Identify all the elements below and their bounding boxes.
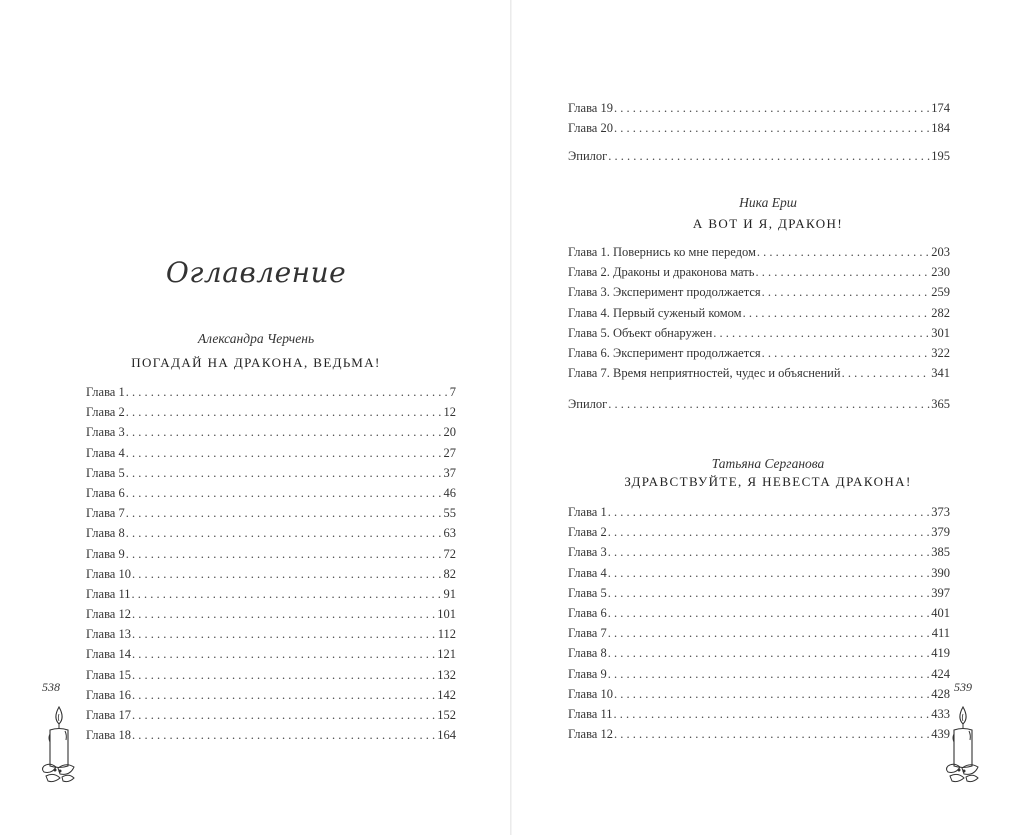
toc-list-continued [568, 101, 950, 141]
toc-entry-label: Глава 18 [86, 728, 131, 743]
dot-leader [132, 627, 437, 642]
toc-entry-page: 259 [931, 285, 950, 300]
toc-entry [86, 647, 456, 667]
toc-entry-label: Глава 14 [86, 647, 131, 662]
toc-entry [86, 728, 456, 748]
toc-entry [568, 121, 950, 141]
toc-entry-label: Глава 17 [86, 708, 131, 722]
dot-leader [132, 607, 436, 622]
toc-entry [568, 727, 950, 747]
dot-leader [126, 506, 443, 521]
toc-list [568, 245, 950, 386]
dot-leader [126, 466, 443, 481]
toc-entry-page: 20 [443, 425, 456, 440]
toc-entry-page: 439 [931, 727, 950, 742]
toc-entry [568, 667, 950, 687]
toc-entry-page: 390 [931, 565, 950, 580]
toc-entry-label: Глава 10 [568, 686, 613, 701]
toc-entry [568, 346, 950, 366]
dot-leader [713, 326, 930, 341]
toc-entry-page: 424 [931, 666, 950, 681]
toc-entry-label: Глава 6 [568, 605, 607, 620]
toc-entry [86, 587, 456, 607]
toc-entry [86, 486, 456, 506]
toc-entry-label: Глава 12 [86, 607, 131, 622]
dot-leader [842, 366, 931, 381]
toc-entry [86, 506, 456, 526]
toc-entry [568, 149, 950, 169]
dot-leader [132, 587, 443, 602]
toc-entry-label: Глава 4. Первый суженый комом [568, 305, 742, 320]
toc-entry-page: 174 [931, 101, 950, 115]
toc-entry-page: 322 [931, 345, 950, 360]
dot-leader [126, 486, 443, 501]
section-title: А ВОТ И Я, ДРАКОН! [692, 216, 844, 231]
toc-entry-page: 63 [443, 526, 456, 541]
toc-entry [86, 405, 456, 425]
section-author: Александра Черчень [197, 331, 315, 346]
toc-entry-label: Эпилог [568, 149, 608, 163]
toc-entry [568, 397, 950, 417]
toc-entry [86, 668, 456, 688]
dot-leader [762, 346, 931, 361]
toc-entry-page: 385 [931, 545, 950, 560]
toc-entry-page: 27 [443, 445, 456, 460]
toc-entry [568, 525, 950, 545]
dot-leader [608, 505, 931, 520]
toc-entry-page: 397 [931, 585, 950, 600]
toc-entry-label: Глава 4 [86, 445, 125, 460]
dot-leader [614, 707, 931, 722]
toc-entry [86, 425, 456, 445]
toc-entry-page: 301 [931, 325, 950, 340]
section-title: ПОГАДАЙ НА ДРАКОНА, ВЕДЬМА! [131, 355, 381, 370]
toc-entry-label: Глава 2 [86, 405, 125, 420]
dot-leader [608, 586, 931, 601]
toc-entry-label: Глава 7 [86, 506, 125, 521]
dot-leader [132, 708, 436, 723]
dot-leader [608, 566, 931, 581]
dot-leader [743, 306, 931, 321]
dot-leader [757, 245, 930, 260]
toc-entry-label: Эпилог [568, 397, 608, 411]
toc-entry-label: Глава 3. Эксперимент продолжается [568, 285, 761, 300]
toc-entry-label: Глава 1 [86, 385, 125, 399]
toc-entry-page: 152 [437, 708, 456, 722]
toc-entry [86, 607, 456, 627]
dot-leader [614, 687, 930, 702]
toc-epilogue [568, 149, 950, 169]
toc-entry-label: Глава 4 [568, 565, 607, 580]
toc-entry-page: 7 [449, 385, 456, 399]
toc-entry-label: Глава 10 [86, 566, 131, 581]
dot-leader [608, 525, 931, 540]
toc-entry [86, 385, 456, 405]
toc-entry [568, 306, 950, 326]
toc-entry-page: 82 [443, 566, 456, 581]
toc-entry [568, 646, 950, 666]
toc-entry-label: Глава 6. Эксперимент продолжается [568, 345, 761, 360]
dot-leader [132, 688, 436, 703]
dot-leader [608, 667, 931, 682]
toc-entry-label: Глава 3 [568, 545, 607, 560]
toc-entry-label: Глава 12 [568, 727, 613, 742]
toc-entry-page: 195 [931, 149, 950, 163]
dot-leader [608, 606, 931, 621]
toc-entry [86, 627, 456, 647]
toc-entry-page: 365 [931, 397, 950, 411]
toc-entry-page: 37 [443, 465, 456, 480]
toc-entry-label: Глава 5 [568, 585, 607, 600]
candle-icon [38, 704, 80, 786]
toc-entry-label: Глава 7. Время неприятностей, чудес и объяснений [568, 366, 841, 381]
dot-leader [762, 285, 931, 300]
toc-entry-page: 121 [437, 647, 456, 662]
toc-entry [86, 688, 456, 708]
dot-leader [608, 149, 930, 164]
toc-list [568, 505, 950, 747]
toc-entry-label: Глава 8 [86, 526, 125, 541]
dot-leader [126, 547, 443, 562]
toc-entry-page: 373 [931, 505, 950, 519]
toc-entry [568, 265, 950, 285]
toc-entry-label: Глава 13 [86, 627, 131, 642]
section-title: ЗДРАВСТВУЙТЕ, Я НЕВЕСТА ДРАКОНА! [624, 474, 912, 489]
toc-entry-page: 282 [931, 305, 950, 320]
section-author: Ника Ерш [739, 195, 797, 210]
toc-entry-page: 132 [437, 667, 456, 682]
toc-entry-page: 401 [931, 605, 950, 620]
toc-entry-label: Глава 2. Драконы и драконова мать [568, 265, 755, 280]
toc-entry-label: Глава 19 [568, 101, 613, 115]
toc-entry-page: 379 [931, 525, 950, 540]
toc-entry-page: 12 [443, 405, 456, 420]
dot-leader [755, 265, 930, 280]
dot-leader [132, 647, 436, 662]
toc-entry-label: Глава 2 [568, 525, 607, 540]
toc-entry [568, 626, 950, 646]
toc-entry [568, 326, 950, 346]
toc-entry [568, 545, 950, 565]
dot-leader [126, 385, 449, 400]
toc-entry-page: 142 [437, 687, 456, 702]
toc-entry-label: Глава 3 [86, 425, 125, 440]
toc-entry [568, 505, 950, 525]
dot-leader [608, 545, 931, 560]
toc-entry-label: Глава 11 [568, 706, 613, 721]
toc-entry-page: 184 [931, 121, 950, 136]
dot-leader [608, 626, 931, 641]
toc-entry-page: 72 [443, 546, 456, 561]
toc-entry-page: 203 [931, 245, 950, 259]
dot-leader [126, 446, 443, 461]
toc-entry-label: Глава 7 [568, 626, 607, 641]
toc-list [86, 385, 456, 748]
right-page [512, 0, 1025, 835]
toc-entry-page: 55 [443, 506, 456, 521]
dot-leader [614, 727, 930, 742]
dot-leader [608, 397, 930, 412]
toc-entry-page: 46 [443, 485, 456, 500]
toc-entry [568, 101, 950, 121]
section-author: Татьяна Серганова [711, 456, 825, 471]
toc-entry-page: 419 [931, 646, 950, 661]
toc-entry-page: 411 [931, 626, 950, 641]
toc-entry-page: 428 [931, 686, 950, 701]
dot-leader [132, 668, 436, 683]
toc-entry-label: Глава 5 [86, 465, 125, 480]
contents-title: Оглавление [165, 256, 347, 289]
toc-entry-page: 101 [437, 607, 456, 622]
toc-entry [86, 526, 456, 546]
toc-entry [568, 586, 950, 606]
toc-entry [86, 567, 456, 587]
toc-entry-page: 164 [437, 728, 456, 743]
candle-icon [942, 704, 984, 786]
dot-leader [614, 121, 930, 136]
toc-entry-label: Глава 20 [568, 121, 613, 136]
toc-entry [568, 366, 950, 386]
dot-leader [608, 646, 931, 661]
page-number: 539 [954, 680, 972, 694]
page-number: 538 [42, 680, 60, 694]
toc-entry-page: 112 [437, 627, 456, 642]
toc-entry-page: 91 [443, 586, 456, 601]
toc-entry-label: Глава 1. Повернись ко мне передом [568, 245, 756, 259]
dot-leader [126, 526, 443, 541]
toc-entry-page: 433 [931, 706, 950, 721]
toc-entry [86, 708, 456, 728]
toc-entry-label: Глава 11 [86, 586, 131, 601]
toc-entry [568, 245, 950, 265]
toc-entry [568, 687, 950, 707]
toc-entry-label: Глава 9 [568, 666, 607, 681]
toc-entry-label: Глава 9 [86, 546, 125, 561]
toc-entry [568, 707, 950, 727]
toc-entry-page: 230 [931, 265, 950, 280]
dot-leader [132, 567, 443, 582]
dot-leader [132, 728, 436, 743]
toc-entry [86, 466, 456, 486]
toc-entry-label: Глава 15 [86, 667, 131, 682]
toc-entry-label: Глава 16 [86, 687, 131, 702]
toc-entry-label: Глава 6 [86, 485, 125, 500]
toc-entry [568, 606, 950, 626]
toc-entry-label: Глава 5. Объект обнаружен [568, 325, 713, 340]
toc-entry [568, 285, 950, 305]
toc-entry-page: 341 [931, 366, 950, 381]
toc-epilogue [568, 397, 950, 417]
dot-leader [614, 101, 930, 116]
dot-leader [126, 425, 443, 440]
toc-entry-label: Глава 8 [568, 646, 607, 661]
toc-entry [86, 547, 456, 567]
toc-entry [86, 446, 456, 466]
toc-entry [568, 566, 950, 586]
dot-leader [126, 405, 443, 420]
left-page [0, 0, 512, 835]
toc-entry-label: Глава 1 [568, 505, 607, 519]
